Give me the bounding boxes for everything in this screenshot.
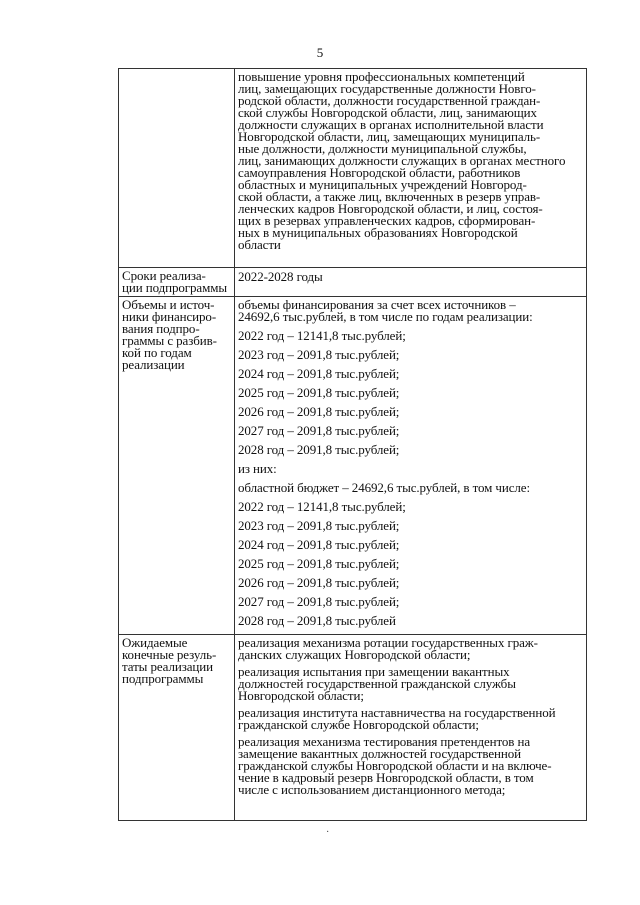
funding-label-line: граммы с разбив-	[122, 333, 217, 348]
goal-text-line: ные должности, должности муниципальной службы,	[238, 141, 527, 156]
funding-line: 2023 год – 2091,8 тыс.рублей;	[238, 347, 400, 362]
terms-value: 2022-2028 годы	[238, 269, 323, 284]
goal-text-line: лиц, замещающих государственные должности Новго-	[238, 81, 536, 96]
goal-text-line: ской области, а также лиц, включенных в резерв управ-	[238, 189, 541, 204]
funding-line: из них:	[238, 461, 277, 476]
goal-text-line: должности служащих в органах исполнительной власти	[238, 117, 544, 132]
row-goals	[119, 69, 587, 268]
result-item	[238, 736, 583, 796]
result-item	[238, 707, 583, 731]
row-terms-value-cell	[235, 268, 587, 297]
footer-dot: ·	[326, 827, 330, 838]
funding-line: 2022 год – 12141,8 тыс.рублей;	[238, 499, 406, 514]
row-goals-value-cell	[235, 69, 587, 268]
goal-text-line: Новгородской области, лиц, замещающих муниципаль-	[238, 129, 541, 144]
page-number: 5	[316, 45, 324, 60]
funding-label-line: вания подпро-	[122, 321, 200, 336]
funding-label-line: кой по годам	[122, 345, 192, 360]
result-item-line: гражданской службы Новгородской области и на включе-	[238, 758, 552, 773]
funding-label-line: Объемы и источ-	[122, 297, 215, 312]
funding-line: 2024 год – 2091,8 тыс.рублей;	[238, 537, 400, 552]
funding-line: областной бюджет – 24692,6 тыс.рублей, в том числе:	[238, 480, 530, 495]
terms-label-line: Сроки реализа-	[122, 268, 206, 283]
results-label-line: Ожидаемые	[122, 635, 188, 650]
result-item-line: данских служащих Новгородской области;	[238, 647, 471, 662]
results-label-line: подпрограммы	[122, 671, 204, 686]
row-results	[119, 635, 587, 821]
result-item-line: реализация института наставничества на государственной	[238, 705, 556, 720]
row-funding-label-cell	[119, 297, 235, 635]
goal-text-line: щих в резервах управленческих кадров, сформирован-	[238, 213, 536, 228]
goal-text-line: лиц, занимающих должности служащих в органах местного	[238, 153, 566, 168]
result-item-line: чение в кадровый резерв Новгородской области, в том	[238, 770, 534, 785]
row-funding-value-cell	[235, 297, 587, 635]
row-results-value-cell	[235, 635, 587, 821]
result-item-line: реализация испытания при замещении вакантных	[238, 664, 510, 679]
funding-line: 2026 год – 2091,8 тыс.рублей;	[238, 404, 400, 419]
funding-line: 2022 год – 12141,8 тыс.рублей;	[238, 328, 406, 343]
funding-label-line: реализации	[122, 357, 185, 372]
goal-text-line: ленческих кадров Новгородской области, и лиц, состоя-	[238, 201, 543, 216]
result-item-line: реализация механизма ротации государственных граж-	[238, 635, 538, 650]
terms-label-line: ции подпрограммы	[122, 280, 227, 295]
funding-line: 2028 год – 2091,8 тыс.рублей;	[238, 442, 400, 457]
subprogram-table	[118, 68, 587, 821]
goal-text-line: самоуправления Новгородской области, работников	[238, 165, 521, 180]
goal-text-line: области	[238, 237, 281, 252]
goal-text-line: ных в муниципальных образованиях Новгородской	[238, 225, 518, 240]
results-label-line: таты реализации	[122, 659, 213, 674]
funding-line: 2023 год – 2091,8 тыс.рублей;	[238, 518, 400, 533]
funding-line: 2027 год – 2091,8 тыс.рублей;	[238, 423, 400, 438]
funding-line: 2025 год – 2091,8 тыс.рублей;	[238, 556, 400, 571]
row-results-label-cell	[119, 635, 235, 821]
row-terms	[119, 268, 587, 297]
result-item	[238, 637, 583, 661]
result-item-line: реализация механизма тестирования претендентов на	[238, 734, 531, 749]
funding-line: 2025 год – 2091,8 тыс.рублей;	[238, 385, 400, 400]
goal-text-line: ской службы Новгородской области, лиц, занимающих	[238, 105, 537, 120]
row-funding	[119, 297, 587, 635]
row-goals-label-cell	[119, 69, 235, 268]
result-item-line: замещение вакантных должностей государственной	[238, 746, 521, 761]
funding-line: 2027 год – 2091,8 тыс.рублей;	[238, 594, 400, 609]
funding-total: объемы финансирования за счет всех источников – 24692,6 тыс.рублей, в том числе по годам реализации:	[238, 297, 533, 324]
funding-line: 2028 год – 2091,8 тыс.рублей	[238, 613, 396, 628]
results-label-line: конечные резуль-	[122, 647, 217, 662]
goal-text-line: родской области, должности государственной граждан-	[238, 93, 541, 108]
goal-text-line: областных и муниципальных учреждений Новгород-	[238, 177, 527, 192]
row-terms-label-cell	[119, 268, 235, 297]
funding-label-line: ники финансиро-	[122, 309, 217, 324]
result-item	[238, 666, 583, 702]
funding-line: 2024 год – 2091,8 тыс.рублей;	[238, 366, 400, 381]
result-item-line: должностей государственной гражданской службы	[238, 676, 516, 691]
result-item-line: Новгородской области;	[238, 688, 364, 703]
result-item-line: числе с использованием дистанционного метода;	[238, 782, 506, 797]
goal-text-line: повышение уровня профессиональных компетенций	[238, 69, 525, 84]
funding-line: 2026 год – 2091,8 тыс.рублей;	[238, 575, 400, 590]
result-item-line: гражданской службе Новгородской области;	[238, 717, 479, 732]
